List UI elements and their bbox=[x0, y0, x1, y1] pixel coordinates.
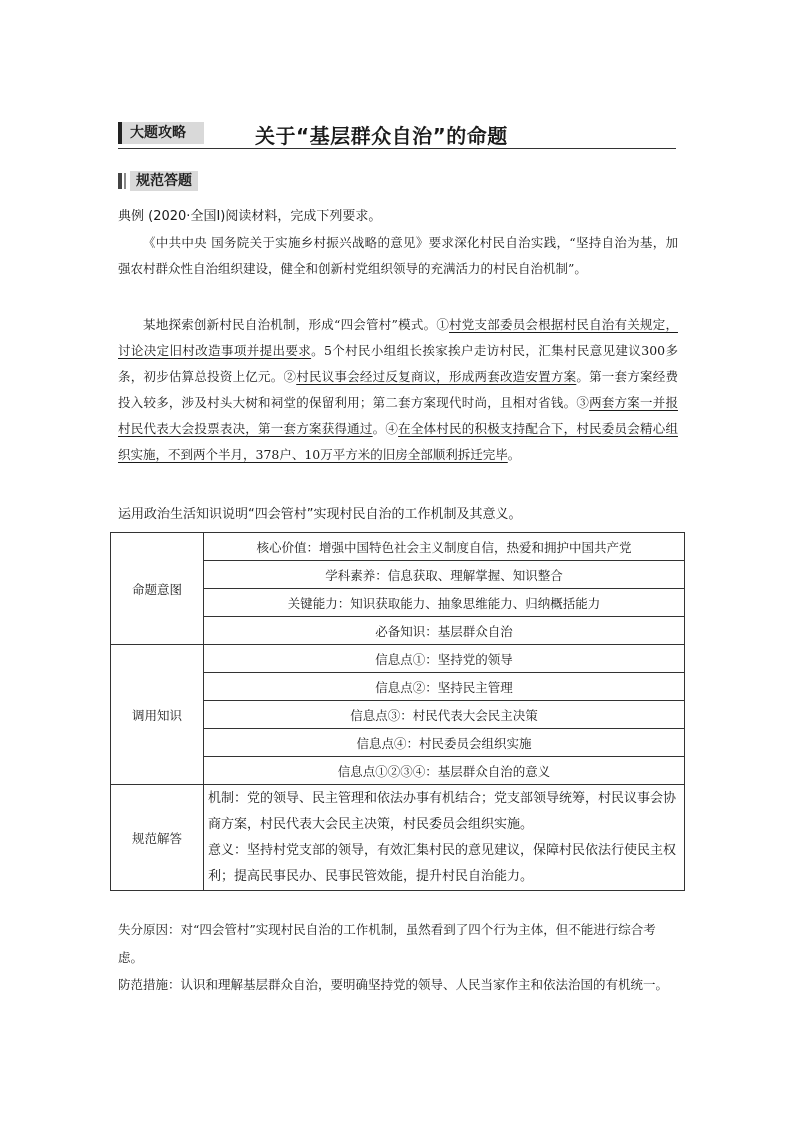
material-paragraph-2 bbox=[118, 312, 678, 468]
prevention-measure: 防范措施：认识和理解基层群众自治，要明确坚持党的领导、人民当家作主和依法治国的有机统一。 bbox=[118, 977, 669, 992]
knowledge-row: 信息点①：坚持党的领导 bbox=[204, 645, 685, 673]
page-title: 关于“基层群众自治”的命题 bbox=[255, 124, 508, 148]
knowledge-label: 调用知识 bbox=[111, 645, 204, 785]
loss-reason: 失分原因：对“四会管村”实现村民自治的工作机制，虽然看到了四个行为主体，但不能进行综合考虑。 bbox=[118, 922, 656, 965]
knowledge-row: 信息点②：坚持民主管理 bbox=[204, 673, 685, 701]
material-intro: 某地探索创新村民自治机制，形成“四会管村”模式。 bbox=[143, 317, 437, 332]
info-point-2: 村民议事会经过反复商议，形成两套改造安置方案 bbox=[296, 369, 577, 384]
intent-label: 命题意图 bbox=[111, 533, 204, 645]
info-tail-4: 。 bbox=[507, 447, 521, 462]
info-tail-2: 。第一套方案经费投入较多，涉及村头大树和祠堂的保留利用；第二套方案现代时尚，且相对省钱。 bbox=[118, 369, 678, 410]
knowledge-row: 信息点④：村民委员会组织实施 bbox=[204, 729, 685, 757]
question-text: 运用政治生活知识说明“四会管村”实现村民自治的工作机制及其意义。 bbox=[118, 507, 522, 522]
example-label: 典例 bbox=[118, 209, 145, 224]
section-tag: 大题攻略 bbox=[118, 122, 204, 144]
example-heading bbox=[118, 207, 678, 227]
info-tail-1: 。5个村民小组组长挨家挨户走访村民，汇集村民意见建议300多条，初步估算总投资上亿元。 bbox=[118, 343, 678, 384]
page-header bbox=[118, 120, 676, 149]
marker-2: ② bbox=[283, 369, 297, 384]
intent-row: 核心价值：增强中国特色社会主义制度自信，热爱和拥护中国共产党 bbox=[204, 533, 685, 561]
subsection-marker-thin bbox=[124, 173, 126, 189]
info-point-4: 在全体村民的积极支持配合下，村民委员会精心组织实施，不到两个半月，378户、10万平方米的旧房全部顺利拆迁完毕 bbox=[118, 421, 678, 462]
table-row bbox=[111, 533, 685, 561]
marker-3: ③ bbox=[576, 395, 590, 410]
material-paragraph-1: 《中共中央 国务院关于实施乡村振兴战略的意见》要求深化村民自治实践，“坚持自治为基，加强农村群众性自治组织建设，健全和创新村党组织领导的充满活力的村民自治机制”。 bbox=[118, 235, 678, 276]
intent-row: 关键能力：知识获取能力、抽象思维能力、归纳概括能力 bbox=[204, 589, 685, 617]
knowledge-row: 信息点①②③④：基层群众自治的意义 bbox=[204, 757, 685, 785]
marker-4: ④ bbox=[385, 421, 399, 436]
knowledge-row: 信息点③：村民代表大会民主决策 bbox=[204, 701, 685, 729]
answer-label: 规范解答 bbox=[111, 785, 204, 891]
answer-cell bbox=[204, 785, 685, 891]
info-tail-3: 。 bbox=[372, 421, 386, 436]
subsection-marker bbox=[118, 173, 122, 189]
marker-1: ① bbox=[436, 317, 450, 332]
analysis-table bbox=[110, 532, 685, 891]
answer-significance: 意义：坚持村党支部的领导，有效汇集村民的意见建议，保障村民依法行使民主权利；提高民事民办、民事民管效能，提升村民自治能力。 bbox=[208, 842, 677, 884]
example-source: (2020·全国Ⅰ)阅读材料，完成下列要求。 bbox=[148, 209, 382, 224]
info-point-1: 村党支部委员会根据村民自治有关规定，讨论决定旧村改造事项并提出要求 bbox=[118, 317, 678, 358]
table-row bbox=[111, 645, 685, 673]
intent-row: 必备知识：基层群众自治 bbox=[204, 617, 685, 645]
intent-row: 学科素养：信息获取、理解掌握、知识整合 bbox=[204, 561, 685, 589]
answer-mechanism: 机制：党的领导、民主管理和依法办事有机结合；党支部领导统筹，村民议事会协商方案，村民代表大会民主决策，村民委员会组织实施。 bbox=[208, 790, 677, 832]
table-row bbox=[111, 785, 685, 891]
subsection-title: 规范答题 bbox=[130, 171, 198, 191]
info-point-3: 两套方案一并报村民代表大会投票表决，第一套方案获得通过 bbox=[118, 395, 678, 436]
